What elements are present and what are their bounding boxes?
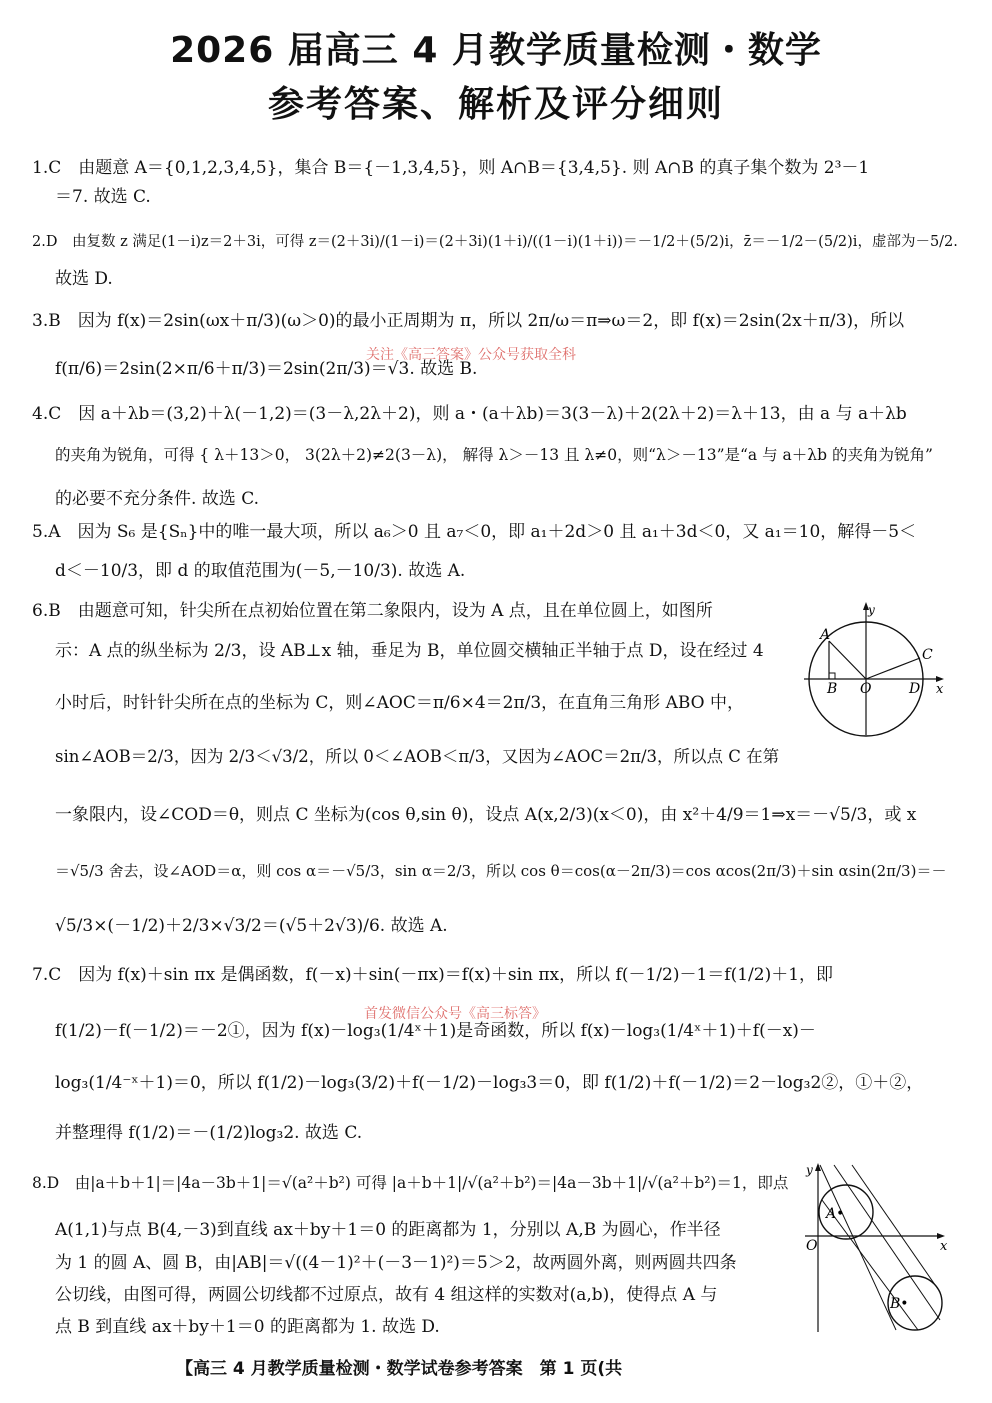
figure1-label-C: C bbox=[922, 647, 933, 663]
figure1-label-y: y bbox=[868, 603, 875, 617]
q1-line-2: ＝7. 故选 C. bbox=[55, 187, 151, 207]
q6-line-1: 6.B 由题意可知，针尖所在点初始位置在第二象限内，设为 A 点，且在单位圆上，如图所 bbox=[32, 601, 713, 621]
tangent-line-3 bbox=[834, 1165, 940, 1320]
figure1-label-O: O bbox=[860, 681, 872, 697]
figure1-label-x: x bbox=[936, 682, 944, 697]
tangent-line-2 bbox=[852, 1165, 940, 1292]
title-line-2: 参考答案、解析及评分细则 bbox=[267, 84, 724, 125]
figure2-label-x: x bbox=[940, 1239, 948, 1254]
q6-line-3: 小时后，时针针尖所在点的坐标为 C，则∠AOC＝π/6×4＝2π/3，在直角三角形 ABO 中， bbox=[55, 693, 745, 713]
title-line-1: 2026 届高三 4 月教学质量检测・数学 bbox=[170, 30, 822, 71]
figure2-y-arrow bbox=[815, 1163, 821, 1171]
q8-line-2: A(1,1)与点 B(4,－3)到直线 ax＋by＋1＝0 的距离都为 1，分别以 A,B 为圆心，作半径 bbox=[55, 1220, 721, 1240]
tangent-line-1 bbox=[820, 1165, 896, 1330]
q4-line-2: 的夹角为锐角，可得 { λ＋13＞0， 3(2λ＋2)≠2(3－λ)， 解得 λ＞－13 且 λ≠0，则“λ＞－13”是“a 与 a＋λb 的夹角为锐角” bbox=[55, 446, 933, 464]
figure2-label-A: A• bbox=[826, 1206, 845, 1222]
figure2-label-y: y bbox=[806, 1163, 813, 1177]
figure2-label-B: B• bbox=[890, 1296, 909, 1312]
q5-line-1: 5.A 因为 S₆ 是{Sₙ}中的唯一最大项，所以 a₆＞0 且 a₇＜0，即 a₁＋2d＞0 且 a₁＋3d＜0，又 a₁＝10，解得－5＜ bbox=[32, 522, 917, 542]
q8-line-4: 公切线，由图可得，两圆公切线都不过原点，故有 4 组这样的实数对(a,b)，使得点 A 与 bbox=[55, 1285, 718, 1305]
q8-line-5: 点 B 到直线 ax＋by＋1＝0 的距离都为 1. 故选 D. bbox=[55, 1317, 440, 1337]
q3-line-1: 3.B 因为 f(x)＝2sin(ωx＋π/3)(ω＞0)的最小正周期为 π，所以 2π/ω＝π⇒ω＝2，即 f(x)＝2sin(2x＋π/3)，所以 bbox=[32, 311, 905, 331]
segment-OC bbox=[866, 658, 920, 679]
q6-line-5: 一象限内，设∠COD＝θ，则点 C 坐标为(cos θ,sin θ)，设点 A(x,2/3)(x＜0)，由 x²＋4/9＝1⇒x＝－√5/3，或 x bbox=[55, 805, 917, 825]
q7-line-1: 7.C 因为 f(x)＋sin πx 是偶函数，f(－x)＋sin(－πx)＝f(x)＋sin πx，所以 f(－1/2)－1＝f(1/2)＋1，即 bbox=[32, 965, 834, 985]
watermark-2: 首发微信公众号《高三标答》 bbox=[364, 1006, 546, 1022]
q4-line-3: 的必要不充分条件. 故选 C. bbox=[55, 489, 260, 509]
q7-line-2: f(1/2)－f(－1/2)＝－2①，因为 f(x)－log₃(1/4ˣ＋1)是奇函数，所以 f(x)－log₃(1/4ˣ＋1)＋f(－x)－ bbox=[55, 1021, 816, 1041]
q6-line-7: √5/3×(－1/2)＋2/3×√3/2＝(√5＋2√3)/6. 故选 A. bbox=[55, 916, 448, 936]
tangent-circles-figure bbox=[800, 1160, 955, 1335]
right-angle-mark bbox=[829, 673, 835, 679]
q8-line-1: 8.D 由|a＋b＋1|＝|4a－3b＋1|＝√(a²＋b²) 可得 |a＋b＋1|/√(a²＋b²)＝|4a－3b＋1|/√(a²＋b²)＝1，即点 bbox=[32, 1174, 789, 1192]
q2-line-2: 故选 D. bbox=[55, 269, 113, 289]
q7-line-4: 并整理得 f(1/2)＝－(1/2)log₃2. 故选 C. bbox=[55, 1123, 363, 1143]
q4-line-1: 4.C 因 a＋λb＝(3,2)＋λ(－1,2)＝(3－λ,2λ＋2)，则 a・(a＋λb)＝3(3－λ)＋2(2λ＋2)＝λ＋13，由 a 与 a＋λb bbox=[32, 404, 907, 424]
q2-line-1: 2.D 由复数 z 满足(1－i)z＝2＋3i，可得 z＝(2＋3i)/(1－i)＝(2＋3i)(1＋i)/((1－i)(1＋i))＝－1/2＋(5/2)i，z̄＝－1/2－(5/2)i，虚部为－5/2. bbox=[32, 234, 958, 250]
figure1-label-A: A bbox=[820, 627, 831, 643]
q7-line-3: log₃(1/4⁻ˣ＋1)＝0，所以 f(1/2)－log₃(3/2)＋f(－1/2)－log₃3＝0，即 f(1/2)＋f(－1/2)＝2－log₃2②，①＋②， bbox=[55, 1073, 924, 1093]
watermark-1: 关注《高三答案》公众号获取全科 bbox=[366, 347, 576, 363]
q5-line-2: d＜－10/3，即 d 的取值范围为(－5,－10/3). 故选 A. bbox=[55, 561, 466, 581]
figure2-label-O: O bbox=[806, 1238, 818, 1254]
q1-line-1: 1.C 由题意 A＝{0,1,2,3,4,5}，集合 B＝{－1,3,4,5}，则 A∩B＝{3,4,5}. 则 A∩B 的真子集个数为 2³－1 bbox=[32, 158, 870, 178]
q6-line-2: 示：A 点的纵坐标为 2/3，设 AB⊥x 轴，垂足为 B，单位圆交横轴正半轴于点 D，设在经过 4 bbox=[55, 641, 764, 661]
figure1-label-D: D bbox=[909, 681, 921, 697]
q8-line-3: 为 1 的圆 A、圆 B，由|AB|＝√((4－1)²＋(－3－1)²)＝5＞2，故两圆外离，则两圆共四条 bbox=[55, 1253, 737, 1273]
page-footer: 【高三 4 月教学质量检测・数学试卷参考答案 第 1 页(共 bbox=[176, 1359, 623, 1379]
unit-circle-figure bbox=[800, 600, 950, 740]
q6-line-6: ＝√5/3 舍去，设∠AOD＝α，则 cos α＝－√5/3，sin α＝2/3，所以 cos θ＝cos(α－2π/3)＝cos αcos(2π/3)＋sin αsin(2π/3)＝－ bbox=[55, 862, 947, 880]
figure1-label-B: B bbox=[827, 681, 838, 697]
q3-line-2: f(π/6)＝2sin(2×π/6＋π/3)＝2sin(2π/3)＝√3. 故选 B. bbox=[55, 359, 478, 379]
q6-line-4: sin∠AOB＝2/3，因为 2/3＜√3/2，所以 0＜∠AOB＜π/3，又因为∠AOC＝2π/3，所以点 C 在第 bbox=[55, 747, 780, 766]
